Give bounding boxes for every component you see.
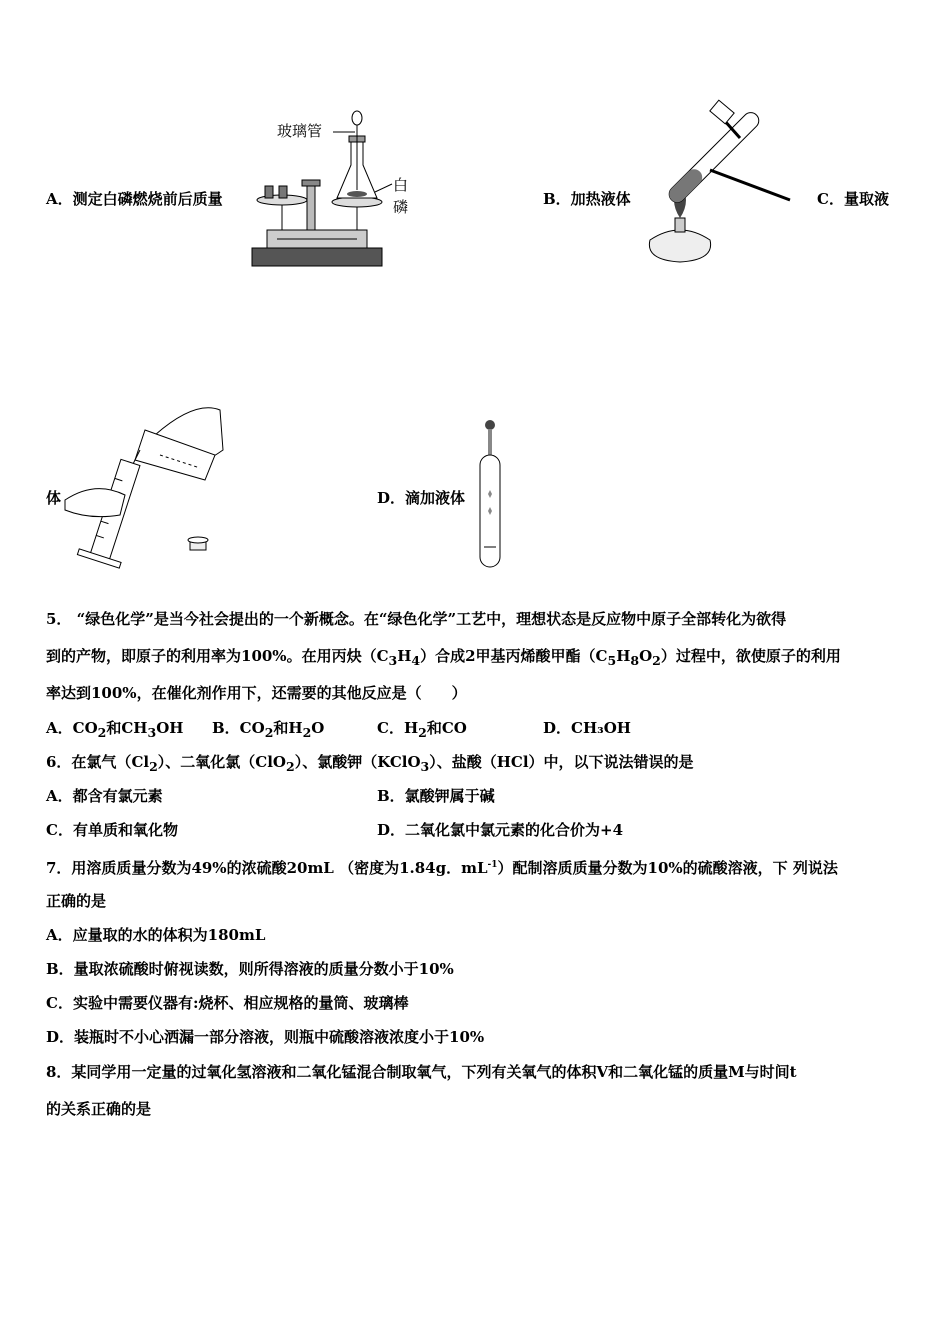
option-a-label: A．测定白磷燃烧前后质量 bbox=[46, 190, 223, 208]
option-c-label-end: 体 bbox=[46, 489, 62, 507]
option-c-label-start: C．量取液 bbox=[817, 190, 889, 208]
q5-line3: 率达到100%，在催化剂作用下，还需要的其他反应是（ ） bbox=[46, 684, 467, 702]
q5-option-d: D．CH₃OH bbox=[543, 719, 631, 737]
q6-option-d: D．二氧化氯中氯元素的化合价为+4 bbox=[377, 821, 624, 839]
q7-line2: 正确的是 bbox=[46, 892, 107, 910]
q5-line2: 到的产物，即原子的利用率为100%。在用丙炔$(C_3H_4)$合成2甲基丙烯酸甲酯$(C_5H_8O_2)$过程中，欲使原子的利用 bbox=[46, 647, 841, 668]
measuring-liquid-figure bbox=[65, 400, 225, 570]
q8-line1: 8．某同学用一定量的过氧化氢溶液和二氧化锰混合制取氧气，下列有关氧气的体积V和二氧化锰的质量M与时间t bbox=[46, 1063, 797, 1081]
option-b-label: B．加热液体 bbox=[543, 190, 631, 208]
dropper-test-tube-diagram bbox=[475, 415, 505, 575]
q5-option-a: A．$CO_2$和$CH_3OH$ bbox=[46, 719, 184, 740]
q7-option-c: C．实验中需要仪器有:烧杯、相应规格的量筒、玻璃棒 bbox=[46, 994, 409, 1012]
q5-line1: 5． “绿色化学”是当今社会提出的一个新概念。在“绿色化学”工艺中，理想状态是反应物中原子全部转化为欲得 bbox=[46, 610, 787, 628]
white-phosphorus-label-2: 磷 bbox=[393, 198, 409, 216]
heating-diagram bbox=[640, 100, 800, 270]
q6-stem: 6．在氯气$(Cl_2)$、二氧化氯（ClO$_2$）、氯酸钾（KClO$_3$）、盐酸（HCl）中，以下说法错误的是 bbox=[46, 753, 694, 774]
q5-option-b: B．$CO_2$和$H_2O$ bbox=[212, 719, 325, 740]
dropping-liquid-figure bbox=[475, 415, 505, 575]
q8-line2: 的关系正确的是 bbox=[46, 1100, 152, 1118]
graduated-cylinder-diagram bbox=[65, 400, 225, 570]
q6-option-c: C．有单质和氧化物 bbox=[46, 821, 178, 839]
option-d-label: D．滴加液体 bbox=[377, 489, 466, 507]
glass-tube-label: 玻璃管 bbox=[277, 122, 323, 140]
q6-option-a: A．都含有氯元素 bbox=[46, 787, 163, 805]
white-phosphorus-label-1: 白 bbox=[393, 176, 409, 194]
q7-option-d: D．装瓶时不小心洒漏一部分溶液，则瓶中硫酸溶液浓度小于10% bbox=[46, 1028, 485, 1046]
q5-option-c: C．$H_2$和CO bbox=[377, 719, 467, 740]
q7-line1: 7．用溶质质量分数为49%的浓硫酸20mL （密度为1.84g．$mL^{-1}$）配制溶质质量分数为10%的硫酸溶液，下 列说法 bbox=[46, 859, 838, 877]
q7-option-b: B．量取浓硫酸时俯视读数，则所得溶液的质量分数小于10% bbox=[46, 960, 454, 978]
q7-option-a: A．应量取的水的体积为180mL bbox=[46, 926, 266, 944]
q6-option-b: B．氯酸钾属于碱 bbox=[377, 787, 495, 805]
balance-diagram bbox=[247, 110, 417, 270]
balance-flask-figure bbox=[247, 110, 417, 270]
heating-liquid-figure bbox=[640, 100, 800, 270]
